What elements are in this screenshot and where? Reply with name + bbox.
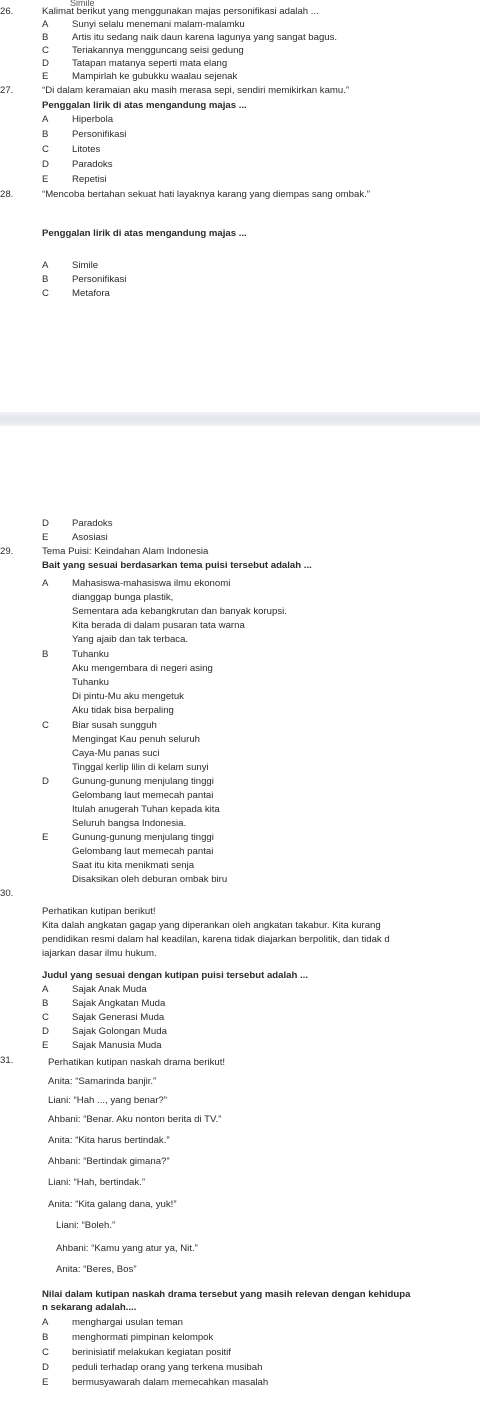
page-break-band — [0, 412, 480, 426]
q30-option-d-text: Sajak Golongan Muda — [72, 1026, 167, 1037]
q29-option-b-line: Aku mengembara di negeri asing — [72, 663, 213, 674]
q30-option-a-letter: A — [42, 984, 49, 995]
q30-option-b-text: Sajak Angkatan Muda — [72, 998, 166, 1009]
q30-option-b-letter: B — [42, 998, 49, 1009]
q27-option-e-text: Repetisi — [72, 174, 107, 185]
q31-dialogue-line: Anita: “Samarinda banjir.” — [48, 1076, 157, 1087]
q31-dialogue-line: Liani: “Hah ..., yang benar?” — [48, 1095, 167, 1106]
q27-stem: “Di dalam keramaian aku masih merasa sepi, sendiri memikirkan kamu.” — [42, 85, 350, 96]
q31-dialogue-line: Ahbani: “Bertindak gimana?” — [48, 1156, 170, 1167]
q30-option-c-text: Sajak Generasi Muda — [72, 1012, 165, 1023]
q30-passage-line: Kita dalah angkatan gagap yang diperankan oleh angkatan takabur. Kita kurang — [42, 920, 381, 931]
q31-intro: Perhatikan kutipan naskah drama berikut! — [48, 1057, 226, 1068]
cropped-top-fragment: Simile — [70, 0, 95, 6]
q29-option-b-line: Di pintu-Mu aku mengetuk — [72, 691, 184, 702]
q28-option-e-letter: E — [42, 532, 49, 543]
q26-option-e-letter: E — [42, 71, 49, 82]
q28-option-b-letter: B — [42, 274, 49, 285]
q29-option-c-line: Tinggal kerlip lilin di kelam sunyi — [72, 762, 209, 773]
q31-option-b-text: menghormati pimpinan kelompok — [72, 1332, 214, 1343]
q27-question: Penggalan lirik di atas mengandung majas ... — [42, 100, 247, 111]
q29-option-e-letter: E — [42, 832, 49, 843]
q30-passage-line: pendidikan resmi dalam hal keadilan, karena tidak diajarkan berpolitik, dan tidak d — [42, 934, 390, 945]
q29-number: 29. — [0, 546, 14, 557]
q29-option-d-line: Gunung-gunung menjulang tinggi — [72, 776, 214, 787]
q28-option-e-text: Asosiasi — [72, 532, 108, 543]
q29-option-d-line: Seluruh bangsa Indonesia. — [72, 818, 187, 829]
q30-question: Judul yang sesuai dengan kutipan puisi tersebut adalah ... — [42, 970, 309, 981]
q31-dialogue-line: Ahbani: “Benar. Aku nonton berita di TV.” — [48, 1114, 222, 1125]
q31-question-line: n sekarang adalah.... — [42, 1302, 137, 1313]
q28-option-b-text: Personifikasi — [72, 274, 127, 285]
q28-option-d-text: Paradoks — [72, 518, 113, 529]
q27-option-d-text: Paradoks — [72, 159, 113, 170]
q28-option-c-letter: C — [42, 288, 49, 299]
q26-number: 26. — [0, 6, 14, 17]
q31-number: 31. — [0, 1055, 14, 1066]
q26-option-a-letter: A — [42, 19, 49, 30]
q26-option-d-text: Tatapan matanya seperti mata elang — [72, 58, 228, 69]
q30-number: 30. — [0, 888, 14, 899]
q27-number: 27. — [0, 85, 14, 96]
q31-dialogue-line: Anita: “Kita galang dana, yuk!” — [48, 1199, 177, 1210]
q28-option-c-text: Metafora — [72, 288, 110, 299]
q27-option-b-text: Personifikasi — [72, 129, 127, 140]
q26-option-c-text: Teriakannya mengguncang seisi gedung — [72, 45, 244, 56]
q29-option-e-line: Disaksikan oleh deburan ombak biru — [72, 874, 228, 885]
q29-option-b-line: Tuhanku — [72, 677, 109, 688]
q26-stem: Kalimat berikut yang menggunakan majas personifikasi adalah ... — [42, 6, 319, 17]
q26-option-b-text: Artis itu sedang naik daun karena lagunya yang sangat bagus. — [72, 32, 338, 43]
q30-intro: Perhatikan kutipan berikut! — [42, 906, 156, 917]
q31-option-b-letter: B — [42, 1332, 49, 1343]
q29-option-a-line: dianggap bunga plastik, — [72, 592, 174, 603]
q29-option-a-line: Mahasiswa-mahasiswa ilmu ekonomi — [72, 578, 231, 589]
q29-option-e-line: Gelombang laut memecah pantai — [72, 846, 214, 857]
q30-option-e-text: Sajak Manusia Muda — [72, 1040, 162, 1051]
q26-option-c-letter: C — [42, 45, 49, 56]
q29-option-d-line: Gelombang laut memecah pantai — [72, 790, 214, 801]
q29-option-a-line: Yang ajaib dan tak terbaca. — [72, 634, 189, 645]
q31-option-e-letter: E — [42, 1377, 49, 1388]
q31-dialogue-line: Ahbani: “Kamu yang atur ya, Nit.” — [56, 1243, 198, 1254]
q31-option-a-letter: A — [42, 1317, 49, 1328]
q28-option-a-letter: A — [42, 260, 49, 271]
q28-option-a-text: Simile — [72, 260, 99, 271]
q27-option-a-text: Hiperbola — [72, 114, 114, 125]
q26-option-e-text: Mampirlah ke gubukku waalau sejenak — [72, 71, 238, 82]
q26-option-b-letter: B — [42, 32, 49, 43]
q31-option-d-text: peduli terhadap orang yang terkena musibah — [72, 1362, 263, 1373]
q31-dialogue-line: Liani: “Boleh.” — [56, 1220, 116, 1231]
q30-option-c-letter: C — [42, 1012, 49, 1023]
q31-option-a-text: menghargai usulan teman — [72, 1317, 183, 1328]
q29-option-b-line: Tuhanku — [72, 649, 109, 660]
q31-dialogue-line: Liani: “Hah, bertindak.” — [48, 1177, 146, 1188]
q27-option-e-letter: E — [42, 174, 49, 185]
q28-number: 28. — [0, 189, 14, 200]
q28-stem: “Mencoba bertahan sekuat hati layaknya karang yang diempas sang ombak.” — [42, 189, 370, 200]
q29-option-a-line: Kita berada di dalam pusaran tata warna — [72, 620, 245, 631]
q29-option-d-letter: D — [42, 776, 49, 787]
q29-option-c-line: Caya-Mu panas suci — [72, 748, 160, 759]
q30-passage-line: iajarkan dasar ilmu hukum. — [42, 948, 157, 959]
q29-question: Bait yang sesuai berdasarkan tema puisi tersebut adalah ... — [42, 560, 312, 571]
q26-option-d-letter: D — [42, 58, 49, 69]
q29-option-c-line: Mengingat Kau penuh seluruh — [72, 734, 201, 745]
q31-dialogue-line: Anita: “Beres, Bos” — [56, 1264, 137, 1275]
page-gap — [0, 426, 480, 510]
q29-option-b-line: Aku tidak bisa berpaling — [72, 705, 174, 716]
q30-option-e-letter: E — [42, 1040, 49, 1051]
q31-option-c-text: berinisiatif melakukan kegiatan positif — [72, 1347, 231, 1358]
q31-option-e-text: bermusyawarah dalam memecahkan masalah — [72, 1377, 269, 1388]
q26-option-a-text: Sunyi selalu menemani malam-malamku — [72, 19, 245, 30]
q27-option-a-letter: A — [42, 114, 49, 125]
q30-option-d-letter: D — [42, 1026, 49, 1037]
q29-stem: Tema Puisi: Keindahan Alam Indonesia — [42, 546, 209, 557]
q28-question: Penggalan lirik di atas mengandung majas ... — [42, 228, 247, 239]
q29-option-a-line: Sementara ada kebangkrutan dan banyak korupsi. — [72, 606, 287, 617]
q27-option-c-text: Litotes — [72, 144, 101, 155]
q30-option-a-text: Sajak Anak Muda — [72, 984, 147, 995]
q31-option-d-letter: D — [42, 1362, 49, 1373]
q29-option-d-line: Itulah anugerah Tuhan kepada kita — [72, 804, 220, 815]
q27-option-b-letter: B — [42, 129, 49, 140]
q29-option-b-letter: B — [42, 649, 49, 660]
q29-option-e-line: Saat itu kita menikmati senja — [72, 860, 195, 871]
q27-option-c-letter: C — [42, 144, 49, 155]
q29-option-e-line: Gunung-gunung menjulang tinggi — [72, 832, 214, 843]
q31-option-c-letter: C — [42, 1347, 49, 1358]
q31-dialogue-line: Anita: “Kita harus bertindak.” — [48, 1135, 170, 1146]
q27-option-d-letter: D — [42, 159, 49, 170]
q28-option-d-letter: D — [42, 518, 49, 529]
q29-option-c-letter: C — [42, 720, 49, 731]
q31-question-line: Nilai dalam kutipan naskah drama tersebut yang masih relevan dengan kehidupa — [42, 1289, 411, 1300]
q29-option-c-line: Biar susah sungguh — [72, 720, 157, 731]
q29-option-a-letter: A — [42, 578, 49, 589]
